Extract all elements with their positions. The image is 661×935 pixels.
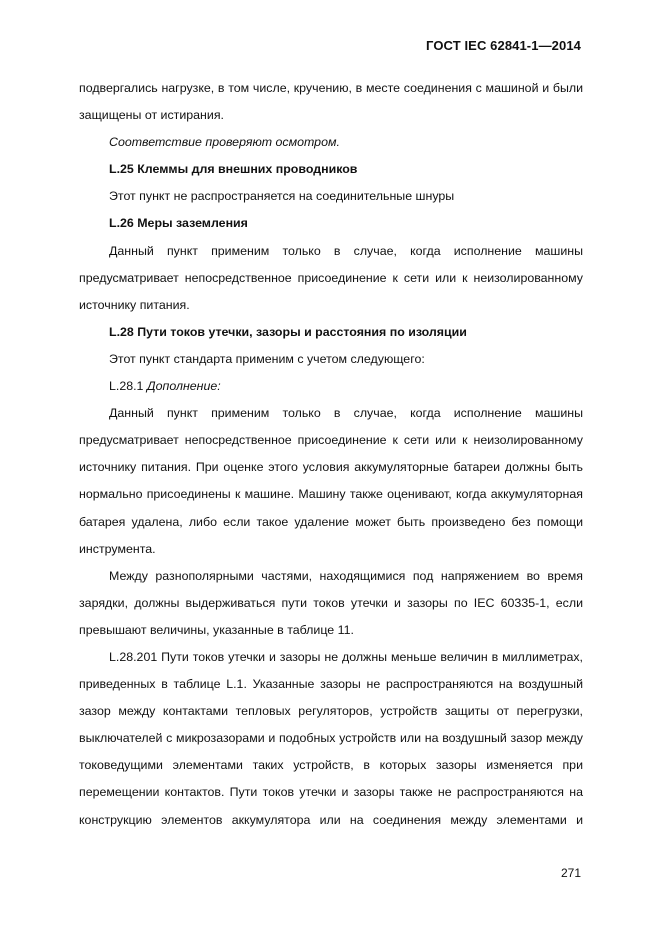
- paragraph-compliance-note: Соответствие проверяют осмотром.: [109, 135, 340, 150]
- section-heading-l26: L.26 Меры заземления: [109, 216, 248, 231]
- paragraph-charging-text: Между разнополярными частями, находящимися под напряжением во время зарядки, должны выдерживаться пути токов утечки и зазоры по IEC 60335-1, если превышают величины, указанные в таблице 11.: [79, 568, 583, 637]
- paragraph-continuation: подвергались нагрузке, в том числе, кручению, в месте соединения с машиной и были защищены от истирания.: [79, 81, 583, 123]
- section-heading-l28: L.28 Пути токов утечки, зазоры и расстояния по изоляции: [109, 324, 467, 339]
- paragraph-l25-text: Этот пункт не распространяется на соединительные шнуры: [109, 189, 455, 204]
- clause-label: Дополнение:: [146, 379, 221, 394]
- paragraph-l26-text: Данный пункт применим только в случае, когда исполнение машины предусматривает непосредственное присоединение к сети или к неизолированному источнику питания.: [79, 243, 583, 312]
- paragraph-l28-1: [79, 373, 583, 400]
- page-number: 271: [560, 866, 581, 880]
- document-code-header: ГОСТ IEC 62841-1—2014: [426, 38, 581, 53]
- paragraph-l28-intro: Этот пункт стандарта применим с учетом следующего:: [109, 351, 425, 366]
- section-heading-l25: L.25 Клеммы для внешних проводников: [109, 162, 358, 177]
- document-body: [79, 75, 583, 834]
- clause-number: L.28.1: [109, 379, 144, 394]
- paragraph-l28-1-text: Данный пункт применим только в случае, когда исполнение машины предусматривает непосредственное присоединение к сети или к неизолированному источнику питания. При оценке этого условия аккумуляторные батареи должны быть нормально присоединены к машине. Машину также оценивают, когда аккумуляторная батарея удалена, либо если такое удаление может быть произведено без помощи инструмента.: [79, 406, 583, 556]
- paragraph-l28-201: L.28.201 Пути токов утечки и зазоры не должны меньше величин в миллиметрах, приведенных в таблице L.1. Указанные зазоры не распространяются на воздушный зазор между контактами тепловых регуляторов, устройств защиты от перегрузки, выключателей с микрозазорами и подобных устройств или на воздушный зазор между токоведущими элементами таких устройств, в которых зазоры изменяется при перемещении контактов. Пути токов утечки и зазоры также не распространяются на конструкцию элементов аккумулятора или на соединения между элементами и: [79, 649, 583, 827]
